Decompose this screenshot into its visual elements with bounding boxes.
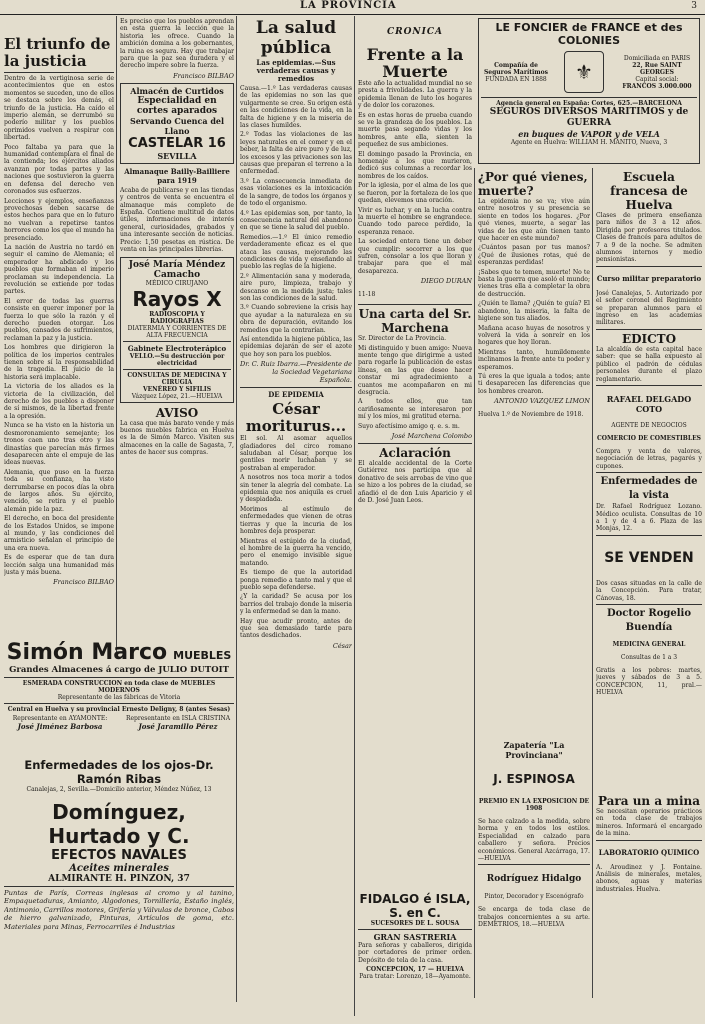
ad-mendez: José María Méndez Camacho MÉDICO CIRUJANO Rayos X RADIOSCOPIA Y RADIOGRAFIAS DIATERMIA Y CORRIENTES DE ALTA FRECUENCIA Gabinete Electroterápico VELLO.—Su destrucción por electricidad CONSULTAS DE MEDICINA Y CIRUGIA VENÉREO Y SIFILIS Vázquez López, 21.—HUELVA: [120, 257, 234, 403]
masthead-strip: [0, 0, 705, 15]
cesar-title: César moriturus...: [245, 400, 347, 436]
salud-title: La salud pública: [255, 18, 337, 58]
coat-of-arms-icon: ⚜: [564, 51, 604, 93]
column-6: Escuela francesa de Huelva Clases de primera enseñanza para niños de 3 a 12 años. Dirigida por profesores titulados. Clases de francés para adultos de 7 a 9 de la noche. Se admiten alumnos internos y medio pensionistas. Curso militar preparatorio José Canalejas, 5. Autorizado por el señor coronel del Regimiento se preparan alumnos para el ingreso en las academias militares. EDICTO La alcaldía de esta capital hace saber: que se halla expuesto al público el padrón de cédulas personales durante el plazo reglamentario. RAFAEL DELGADO COTO AGENTE DE NEGOCIOS COMERCIO DE COMESTIBLES Compra y venta de valores, negociación de letras, pagarés y cupones. Enfermedades de la vista Dr. Rafael Rodríguez Lozano. Médico oculista. Consultas de 10 a 1 y de 4 a 6. Plaza de las Monjas, 12. SE VENDEN Dos casas situadas en la calle de la Concepción. Para tratar, Cánovas, 18. Doctor Rogelio Buendía MEDICINA GENERAL Consultas de 1 a 3 Gratis a los pobres: martes, jueves y sábados de 3 a 5. CONCEPCION, 11, pral.—HUELVA: [596, 170, 702, 697]
ad-dominguez-hurtado: Domínguez, Hurtado y C. EFECTOS NAVALES Aceites minerales ALMIRANTE H. PINZON, 37 Puntas de París, Correas inglesas al cromo y al tanino, Empaquetaduras, Amianto, Algodones, Tornillería, Estaño inglés, Antimonio, Carrillos motores, Grifería y Válvulas de bronce, Cabos de hierro galvanizado, Pinturas, Artículos de goma, etc. Materiales para Minas, Ferrocarriles é Industrias: [4, 800, 234, 931]
article-title: El triunfo de la justicia: [4, 36, 111, 70]
carta-title: Una carta del Sr. Marchena: [358, 307, 472, 336]
aviso-title: AVISO: [155, 405, 199, 420]
column-5: ¿Por qué vienes, muerte? La epidemia no se va; vive aún entre nosotros y su presencia se siente en todos los hogares. ¿Por qué vienes, muerte, a segar las vidas de los que aún tienen tanto que hacer en este mundo? ¿Cuántos pasan por tus manos? ¿Qué de ilusiones rotas, qué de esperanzas perdidas! ¡Sabes que te temen, muerte! No te basta la guerra que asoló el mundo; vienes tras ella a completar la obra de destrucción. ¿Quién te llama? ¿Quién te guía? El abandono, la miseria, la falta de higiene son tus aliados. Mañana acaso huyas de nosotros y volverá la vida a sonreír en los hogares que hoy lloran. Mientras tanto, humildemente inclinamos la frente ante tu poder y esperamos. Tú eres la que iguala a todos; ante ti desaparecen las diferencias que los hombres crearon. ANTONIO VAZQUEZ LIMON Huelva 1.º de Noviembre de 1918.: [478, 170, 590, 419]
article-triunfo: El triunfo de la justicia Dentro de la vertiginosa serie de acontecimientos que en estos momentos se suceden, uno de ellos se destaca sobre los demás, el triunfo de la justicia. Ha caído el imperio alemán, se derrumbó su poderío militar y los pueblos oprimidos vuelven a respirar con libertad. Poco faltaba ya para que la humanidad contemplara el final de la contienda; los ejércitos aliados avanzan por todas partes y las naciones que sostuvieron la guerra en defensa del derecho ven coronados sus esfuerzos. Lecciones y ejemplos, enseñanzas provechosas deben sacarse de estos hechos para que en lo futuro no vuelvan a repetirse tantos horrores como los que el mundo ha presenciado. La nación de Austria no tardó en seguir el camino de Alemania; el emperador ha abdicado y los pueblos que formaban el imperio proclaman su independencia. La revolución se extiende por todas partes. El error de todas las guerras consiste en querer imponer por la fuerza lo que sólo la razón y el derecho pueden otorgar. Los pueblos, cansados de sufrimientos, reclaman la paz y la justicia. Los hombres que dirigieron la política de los imperios centrales tienen sobre sí la responsabilidad de la tragedia. El juicio de la historia será implacable. La victoria de los aliados es la victoria de la civilización, del derecho de los pueblos a disponer de sí mismos, de la libertad frente a la opresión. Nunca se ha visto en la historia un desmoronamiento semejante; los tronos caen uno tras otro y las dinastías que parecían más firmes desaparecen ante el empuje de las ideas nuevas. Alemania, que puso en la fuerza toda su confianza, ha visto derrumbarse en pocos días la obra de largos años. Su ejército, vencido, se retira y el pueblo alemán pide la paz. El derecho, en boca del presidente de los Estados Unidos, se impone al mundo, y las condiciones del armisticio señalan el principio de una era nueva. Es de esperar que de tan dura lección salga una humanidad más justa y más buena. Francisco BILBAO: [4, 36, 114, 587]
ad-fidalgo: FIDALGO é ISLA, S. en C. SUCESORES DE L. SOUSA GRAN SASTRERIA Para señoras y caballeros, dirigida por cortadores de primer orden. Depósito de tela de la casa. CONCEPCION, 17 — HUELVA Para tratar: Lorenzo, 18—Ayamonte.: [358, 892, 472, 981]
lower-right-ads-2: Para un a mina Se necesitan operarios prácticos en toda clase de trabajos mineros. Informará el encargado de la mina. LABORATORIO QUIMICO A. Aroudinez y J. Fontaine. Análisis de minerales, metales, abonos, aguas y materias industriales. Huelva.: [596, 794, 702, 893]
ad-curtidos: Almacén de Curtidos Especialidad en cortes aparados Servando Cuenca del Llano CASTELAR 16 SEVILLA: [120, 83, 234, 164]
cronica-title: Frente a la Muerte: [366, 45, 464, 81]
ad-ramon-ribas: Enfermedades de los ojos-Dr. Ramón Ribas Canalejas, 2, Sevilla.—Domicilio anterior, Méndez Núñez, 13: [24, 758, 214, 793]
ad-simon-marco: Simón Marco MUEBLES Grandes Almacenes á cargo de JULIO DUTOIT ESMERADA CONSTRUCCION en toda clase de MUEBLES MODERNOS Representante de las fábricas de Vitoria Central en Huelva y su provincial Ernesto Deligny, 8 (antes Sesas) Representante en AYAMONTE: José Jiménez Barbosa Representante en ISLA CRISTINA José Jaramillo Pérez: [4, 640, 234, 754]
column-3: La salud pública Las epidemias.—Sus verdaderas causas y remedios Causa.—1.º Las verdaderas causas de las epidemias no son las que vulgarmente se cree. Su origen está en las condiciones de la vida, en la falta de higiene y en la miseria de las clases humildes. 2.º Todas las violaciones de las leyes naturales en el comer y en el beber, la falta de aire puro y de luz, los excesos y las privaciones son las causas que preparan el terreno a la enfermedad. 3.º La consecuencia inmediata de esas violaciones es la intoxicación de la sangre, de todos los órganos y de todo el organismo. 4.º Las epidemias son, por tanto, la consecuencia natural del abandono en que se tiene la salud del pueblo. Remedios.—1.º El único remedio verdaderamente eficaz es el que ataca las causas, mejorando las condiciones de vida y enseñando al pueblo las reglas de la higiene. 2.º Alimentación sana y moderada, aire puro, limpieza, trabajo y descanso en la medida justa; tales son las condiciones de la salud. 3.º Cuando sobreviene la crisis hay que ayudar a la naturaleza en su obra de depuración, evitando los remedios que la contrarían. Así entendida la higiene pública, las epidemias dejarán de ser el azote que hoy son para los pueblos. Dr. C. Ruiz Ibarra.—Presidente de la Sociedad Vegetariana Española. DE EPIDEMIA César moriturus... El sol. Al asomar aquellos gladiadores del circo romano saludaban al César, porque los gentiles morir luchaban y se postraban al emperador. A nosotros nos toca morir a todos sin tener la alegría del combate. La epidemia que nos aniquila es cruel y despiadada. Morimos al estímulo de enfermedades que vienen de otras tierras y que la incuria de los hombres deja prosperar. Mientras el estúpido de la ciudad, el hombre de la guerra ha vencido, pero el enemigo invisible sigue matando. Es tiempo de que la autoridad ponga remedio a tanto mal y que el pueblo sepa defenderse. ¿Y la caridad? Se acusa por los barrios del trabajo donde la miseria y la enfermedad se dan la mano. Hay que acudir pronto, antes de que sea demasiado tarde para tantos desdichados. César: [240, 18, 352, 650]
column-2: Es preciso que los pueblos aprendan en esta guerra la lección que la historia les ofrece. Cuando la ambición domina a los gobernantes, la ruina es segura. Hay que trabajar para que la paz sea duradera y el derecho impere sobre la fuerza. Francisco BILBAO Almacén de Curtidos Especialidad en cortes aparados Servando Cuenca del Llano CASTELAR 16 SEVILLA Almanaque Bailly-Bailliere para 1919 Acaba de publicarse y en las tiendas y centros de venta se encuentra el almanaque más completo de España. Contiene multitud de datos útiles, informaciones de interés general, curiosidades, grabados y una interesante sección de noticias. Precio: 1,50 pesetas en rústica. De venta en las principales librerías. José María Méndez Camacho MÉDICO CIRUJANO Rayos X RADIOSCOPIA Y RADIOGRAFIAS DIATERMIA Y CORRIENTES DE ALTA FRECUENCIA Gabinete Electroterápico VELLO.—Su destrucción por electricidad CONSULTAS DE MEDICINA Y CIRUGIA VENÉREO Y SIFILIS Vázquez López, 21.—HUELVA AVISO La casa que más barato vende y más buenos muebles fabrica en Huelva es la de Simón Marco. Visiten sus almacenes en la calle de Sagasta, 7, antes de hacer sus compras.: [120, 18, 234, 457]
newspaper-name: LA PROVINCIA: [300, 0, 397, 11]
ad-foncier: LE FONCIER de FRANCE et des COLONIES Compañía de Seguros Marítimos FUNDADA EN 1888 ⚜ Domiciliada en PARIS 22, Rue SAINT GEORGES Capital social: FRANCOS 3.000.000 Agencia general en España: Cortes, 625.—BARCELONA SEGUROS DIVERSOS MARITIMOS y de GUERRA en buques de VAPOR y de VELA Agente en Huelva: WILLIAM H. MANITO, Nueva, 3: [478, 18, 700, 164]
column-4: CRONICA Frente a la Muerte Este año la actualidad mundial no se presta a frivolidades. La guerra y la epidemia llenan de luto los hogares y de dolor los corazones. Es en estas horas de prueba cuando se ve la grandeza de los pueblos. La muerte pasa segando vidas y los hombres, ante ella, sienten la pequeñez de sus ambiciones. El domingo pasado la Provincia, en homenaje a los que murieron, dedicó sus columnas a recordar los nombres de los caídos. Por la iglesia, por el alma de los que se fueron, por la fortaleza de los que quedan, elevemos una oración. Vivir es luchar, y en la lucha contra la muerte el hombre se engrandece. Cuando todo parece perdido, la esperanza renace. La sociedad entera tiene un deber que cumplir: socorrer a los que sufren, consolar a los que lloran y trabajar para que el mal desaparezca. DIEGO DURAN 11-18 Una carta del Sr. Marchena Sr. Director de La Provincia. Mi distinguido y buen amigo: Nueva mente tengo que dirigirme a usted para rogarle la publicación de estas líneas, en las que deseo hacer constar mi agradecimiento a cuantos me acompañaron en mi desgracia. A todos ellos, que tan cariñosamente se interesaron por mí y los míos, mi gratitud eterna. Suyo afectísimo amigo q. e. s. m. José Marchena Colombo Aclaración El alcalde accidental de la Corte Gutiérrez nos participa que al donativo de seis arrobas de vino que se hizo a los pobres de la ciudad, se añadió el de don Luis Aparicio y el de D. José Juan Leos.: [358, 27, 472, 505]
lower-right-ads: Zapatería "La Provinciana" J. ESPINOSA PREMIO EN LA EXPOSICION DE 1908 Se hace calzado a la medida, sobre horma y en todos los estilos. Especialidad en calzado para caballero y señora. Precios económicos. General Azcárraga, 17.—HUELVA Rodríguez Hidalgo Pintor, Decorador y Escenógrafo Se encarga de toda clase de trabajos concernientes a su arte. DEMETRIOS, 18.—HUELVA: [478, 740, 590, 929]
page-number: 3: [691, 1, 697, 11]
ad-almanaque-title: Almanaque Bailly-Bailliere para 1919: [124, 166, 230, 185]
muerte-title: ¿Por qué vienes, muerte?: [478, 170, 588, 198]
article-signature: Francisco BILBAO: [53, 578, 114, 587]
